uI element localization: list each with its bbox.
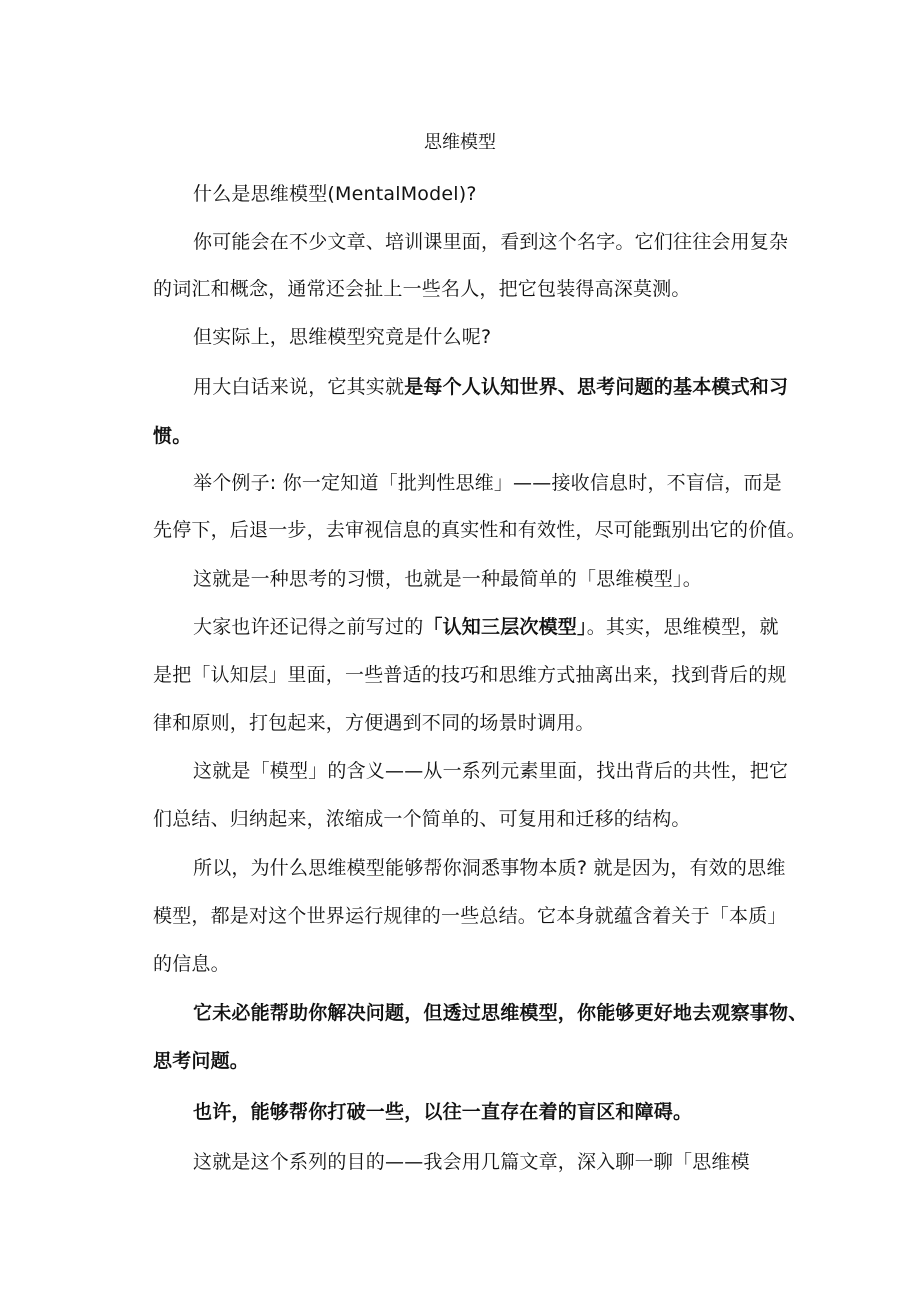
text-segment: 。其实，思维模型，就 (586, 616, 779, 638)
paragraph-line (153, 903, 787, 929)
paragraph-line (193, 181, 477, 207)
paragraph-line (193, 1000, 807, 1026)
text-segment: 模型，都是对这个世界运行规律的一些总结。它本身就蕴含着关于「本质」 (153, 905, 787, 927)
text-segment: 所以，为什么思维模型能够帮你洞悉事物本质? 就是因为，有效的思维 (193, 857, 786, 879)
text-segment: 是把「认知层」里面，一些普适的技巧和思维方式抽离出来，找到背后的规 (153, 664, 787, 686)
bold-text-segment: 它未必能帮助你解决问题，但透过思维模型，你能够更好地去观察事物、 (193, 1002, 808, 1024)
text-segment: 先停下，后退一步，去审视信息的真实性和有效性，尽可能甄别出它的价值。 (153, 519, 806, 541)
paragraph-line (193, 374, 788, 400)
paragraph-line (193, 324, 491, 350)
paragraph-line (193, 229, 788, 255)
text-segment: 这就是一种思考的习惯，也就是一种最简单的「思维模型」。 (193, 568, 702, 590)
bold-text-segment: 也许，能够帮你打破一些，以往一直存在着的盲区和障碍。 (193, 1101, 693, 1123)
text-segment: 律和原则，打包起来，方便遇到不同的场景时调用。 (153, 712, 595, 734)
paragraph-line (153, 806, 691, 832)
paragraph-line (193, 1099, 692, 1125)
paragraph-line (153, 662, 787, 688)
paragraph-line (153, 710, 595, 736)
text-segment: 这就是这个系列的目的——我会用几篇文章，深入聊一聊「思维模 (193, 1151, 750, 1173)
bold-text-segment: 「认知三层次模型」 (423, 616, 587, 638)
paragraph-line (193, 470, 782, 496)
text-segment: 什么是思维模型(MentalModel)? (193, 183, 477, 205)
text-segment: 你可能会在不少文章、培训课里面，看到这个名字。它们往往会用复杂 (193, 231, 789, 253)
bold-text-segment: 是每个人认知世界、思考问题的基本模式和习 (404, 376, 789, 398)
paragraph-line (193, 1149, 750, 1175)
text-segment: 大家也许还记得之前写过的 (193, 616, 424, 638)
bold-text-segment: 思考问题。 (153, 1050, 250, 1072)
paragraph-line (193, 758, 788, 784)
paragraph-line (153, 951, 230, 977)
paragraph-line (153, 276, 691, 302)
paragraph-line (193, 566, 702, 592)
text-segment: 的词汇和概念，通常还会扯上一些名人，把它包装得高深莫测。 (153, 278, 691, 300)
paragraph-line (153, 1048, 249, 1074)
bold-text-segment: 惯。 (153, 425, 192, 447)
text-segment: 但实际上，思维模型究竟是什么呢? (193, 326, 492, 348)
paragraph-line (153, 423, 191, 449)
text-segment: 用大白话来说，它其实就 (193, 376, 405, 398)
paragraph-line (193, 614, 779, 640)
paragraph-line (193, 855, 786, 881)
text-segment: 的信息。 (153, 953, 230, 975)
text-segment: 举个例子: 你一定知道「批判性思维」——接收信息时，不盲信，而是 (193, 472, 782, 494)
text-segment: 这就是「模型」的含义——从一系列元素里面，找出背后的共性，把它 (193, 760, 789, 782)
text-segment: 们总结、归纳起来，浓缩成一个简单的、可复用和迁移的结构。 (153, 808, 691, 830)
paragraph-line (153, 517, 806, 543)
document-title: 思维模型 (424, 132, 496, 153)
